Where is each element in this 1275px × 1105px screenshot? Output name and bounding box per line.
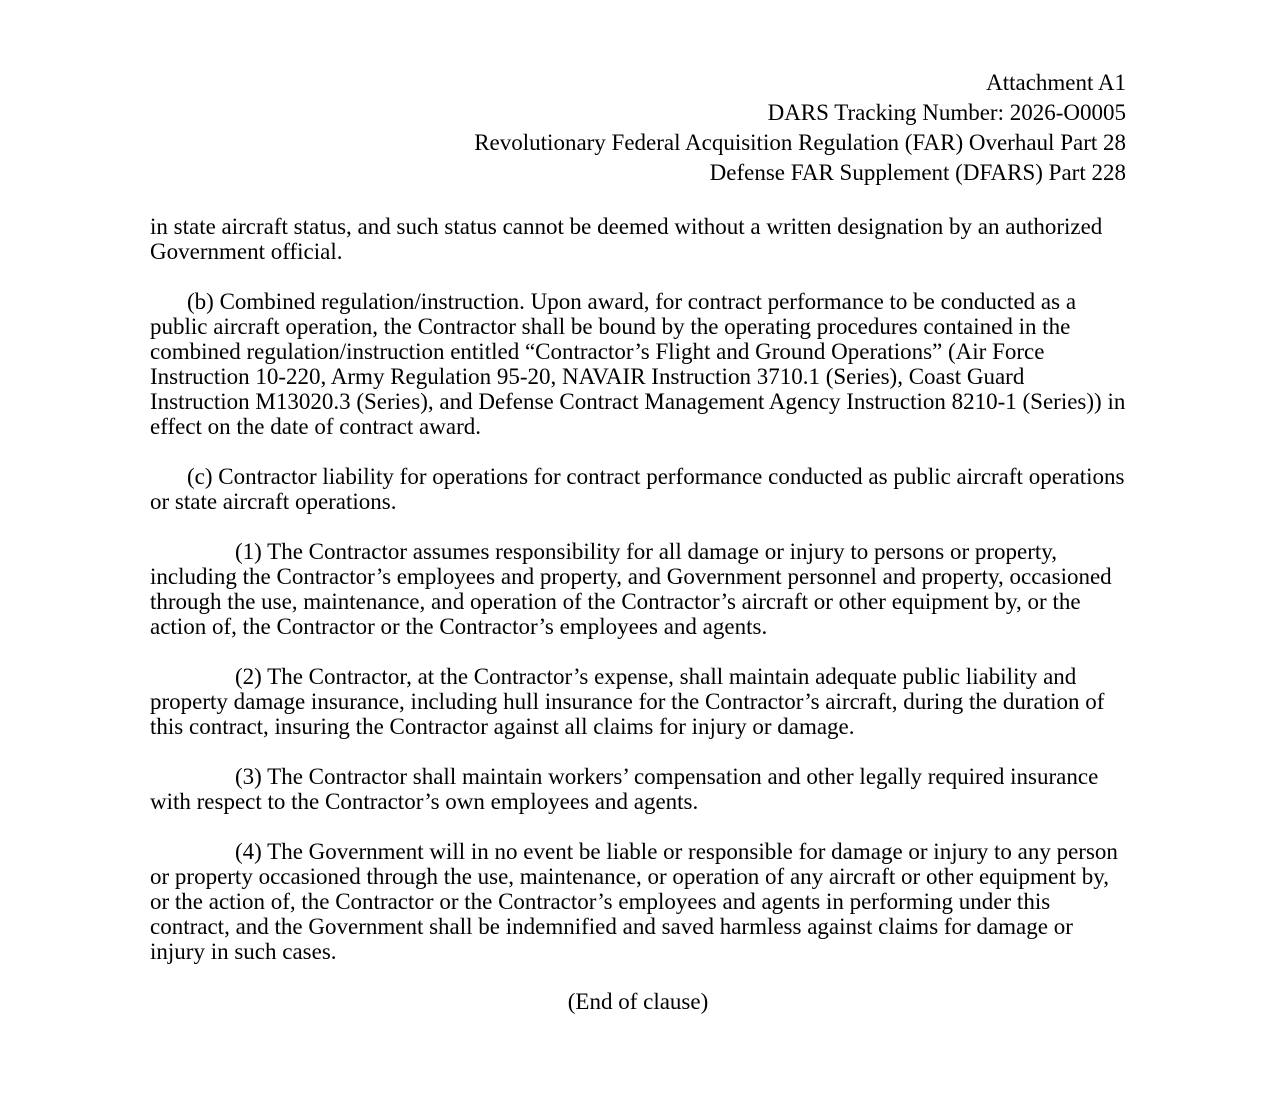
paragraph-c1: (1) The Contractor assumes responsibility for all damage or injury to persons or property, including the Contractor’s employees and property, and Government personnel and property, occasioned through the use, maintenance, and operation of the Contractor’s aircraft or other equipment by, or the action of, the Contractor or the Contractor’s employees and agents.	[150, 539, 1112, 639]
paragraph-continuation: in state aircraft status, and such status cannot be deemed without a written designation by an authorized Government official.	[150, 214, 1103, 264]
document-page	[150, 68, 1126, 1014]
far-part-title: Revolutionary Federal Acquisition Regulation (FAR) Overhaul Part 28	[474, 130, 1126, 155]
dfars-part-title: Defense FAR Supplement (DFARS) Part 228	[709, 160, 1126, 185]
paragraph-c3: (3) The Contractor shall maintain workers’ compensation and other legally required insurance with respect to the Contractor’s own employees and agents.	[150, 764, 1099, 814]
paragraph-c4: (4) The Government will in no event be liable or responsible for damage or injury to any person or property occasioned through the use, maintenance, or operation of any aircraft or other equipment by, or the action of, the Contractor or the Contractor’s employees and agents in performing under this contract, and the Government shall be indemnified and saved harmless against claims for damage or injury in such cases.	[150, 839, 1118, 964]
paragraph-c: (c) Contractor liability for operations for contract performance conducted as public aircraft operations or state aircraft operations.	[150, 464, 1125, 514]
paragraph-b: (b) Combined regulation/instruction. Upon award, for contract performance to be conducted as a public aircraft operation, the Contractor shall be bound by the operating procedures contained in the combined regulation/instruction entitled “Contractor’s Flight and Ground Operations” (Air Force Instruction 10-220, Army Regulation 95-20, NAVAIR Instruction 3710.1 (Series), Coast Guard Instruction M13020.3 (Series), and Defense Contract Management Agency Instruction 8210-1 (Series)) in effect on the date of contract award.	[150, 289, 1126, 439]
document-header	[150, 68, 1126, 188]
document-body	[150, 214, 1126, 1014]
paragraph-c2: (2) The Contractor, at the Contractor’s expense, shall maintain adequate public liability and property damage insurance, including hull insurance for the Contractor’s aircraft, during the duration of this contract, insuring the Contractor against all claims for injury or damage.	[150, 664, 1105, 739]
attachment-label: Attachment A1	[986, 70, 1126, 95]
end-of-clause: (End of clause)	[567, 989, 709, 1014]
tracking-number: DARS Tracking Number: 2026-O0005	[767, 100, 1126, 125]
